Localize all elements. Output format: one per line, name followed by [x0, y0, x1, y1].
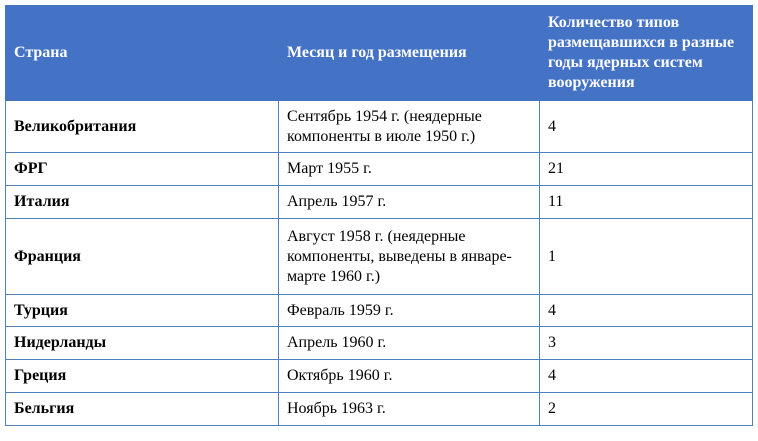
table-row: [6, 393, 753, 426]
date-cell: Апрель 1960 г.: [279, 327, 540, 360]
date-cell: Август 1958 г. (неядерные компоненты, выведены в январе-марте 1960 г.): [279, 219, 540, 295]
date-cell: Октябрь 1960 г.: [279, 360, 540, 393]
date-cell: Апрель 1957 г.: [279, 186, 540, 219]
table-row: [6, 153, 753, 186]
count-cell: 3: [540, 327, 753, 360]
table-row: [6, 327, 753, 360]
count-cell: 4: [540, 295, 753, 327]
table-row: [6, 101, 753, 153]
date-cell: Сентябрь 1954 г. (неядерные компоненты в июле 1950 г.): [279, 101, 540, 153]
country-cell: Греция: [6, 360, 279, 393]
country-cell: Великобритания: [6, 101, 279, 153]
count-cell: 1: [540, 219, 753, 295]
table-row: [6, 360, 753, 393]
table-row: [6, 186, 753, 219]
header-row: [6, 6, 753, 101]
date-cell: Февраль 1959 г.: [279, 295, 540, 327]
header-country: Страна: [6, 6, 279, 101]
country-cell: ФРГ: [6, 153, 279, 186]
country-cell: Нидерланды: [6, 327, 279, 360]
country-cell: Франция: [6, 219, 279, 295]
header-date: Месяц и год размещения: [279, 6, 540, 101]
country-cell: Турция: [6, 295, 279, 327]
header-count: Количество типов размещавшихся в разные годы ядерных систем вооружения: [540, 6, 753, 101]
country-cell: Италия: [6, 186, 279, 219]
table-body: [6, 101, 753, 426]
table-row: [6, 295, 753, 327]
table-header: [6, 6, 753, 101]
count-cell: 4: [540, 360, 753, 393]
date-cell: Ноябрь 1963 г.: [279, 393, 540, 426]
count-cell: 4: [540, 101, 753, 153]
count-cell: 2: [540, 393, 753, 426]
country-cell: Бельгия: [6, 393, 279, 426]
count-cell: 21: [540, 153, 753, 186]
table-row: [6, 219, 753, 295]
date-cell: Март 1955 г.: [279, 153, 540, 186]
count-cell: 11: [540, 186, 753, 219]
nuclear-deployment-table: [5, 5, 753, 426]
